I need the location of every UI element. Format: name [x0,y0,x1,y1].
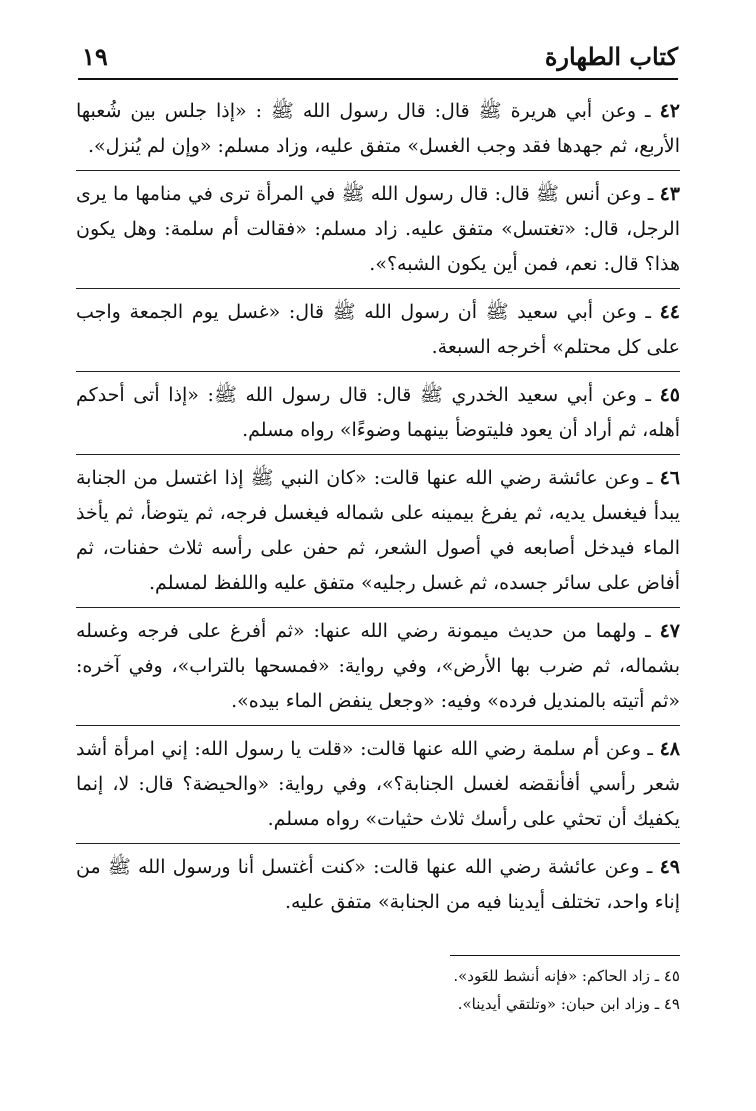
footnote-49: ٤٩ ـ وزاد ابن حبان: «وتلتقي أيدينا». [457,995,680,1013]
hadith-number: ٤٧ [659,620,680,642]
hadith-text: ولهما من حديث ميمونة رضي الله عنها: «ثم أفرغ على فرجه وغسله بشماله، ثم ضرب بها الأرض»، وفي رواية: «فمسحها بالتراب»، وفي آخره: «ثم أتيته بالمنديل فرده» وفيه: «وجعل ينفض الماء بيده». [76,620,680,712]
hadith-number: ٤٤ [659,301,680,323]
page-body [76,88,680,926]
chapter-title: كتاب الطهارة [544,42,678,71]
hadith-text: وعن أم سلمة رضي الله عنها قالت: «قلت يا رسول الله: إني امرأة أشد شعر رأسي أفأنقضه لغسل الجنابة؟»، وفي رواية: «والحيضة؟ قال: لا، إنما يكفيك أن تحثي على رأسك ثلاث حثيات» رواه مسلم. [76,738,680,830]
hadith-text: وعن عائشة رضي الله عنها قالت: «كنت أغتسل أنا ورسول الله ﷺ من إناء واحد، تختلف أيدينا فيه من الجنابة» متفق عليه. [76,856,680,913]
footnote-divider [450,955,680,956]
hadith-43: ٤٣ ـ وعن أنس ﷺ قال: قال رسول الله ﷺ في المرأة ترى في منامها ما يرى الرجل، قال: «تغتسل» متفق عليه. زاد مسلم: «فقالت أم سلمة: وهل يكون هذا؟ قال: نعم، فمن أين يكون الشبه؟». [76,170,680,288]
hadith-text: وعن عائشة رضي الله عنها قالت: «كان النبي ﷺ إذا اغتسل من الجنابة يبدأ فيغسل يديه، ثم يفرغ بيمينه على شماله فيغسل فرجه، ثم يتوضأ، ثم يأخذ الماء فيدخل أصابعه في أصول الشعر، ثم حفن على رأسه ثلاث حفنات، ثم أفاض على سائر جسده، ثم غسل رجليه» متفق عليه واللفظ لمسلم. [76,467,680,594]
hadith-48: ٤٨ ـ وعن أم سلمة رضي الله عنها قالت: «قلت يا رسول الله: إني امرأة أشد شعر رأسي أفأنقضه لغسل الجنابة؟»، وفي رواية: «والحيضة؟ قال: لا، إنما يكفيك أن تحثي على رأسك ثلاث حثيات» رواه مسلم. [76,725,680,843]
hadith-text: وعن أبي هريرة ﷺ قال: قال رسول الله ﷺ : «إذا جلس بين شُعبها الأربع، ثم جهدها فقد وجب الغسل» متفق عليه، وزاد مسلم: «وإن لم يُنزل». [76,100,680,157]
hadith-44: ٤٤ ـ وعن أبي سعيد ﷺ أن رسول الله ﷺ قال: «غسل يوم الجمعة واجب على كل محتلم» أخرجه السبعة. [76,288,680,371]
hadith-number: ٤٨ [659,738,680,760]
page-header [78,36,678,80]
hadith-42: ٤٢ ـ وعن أبي هريرة ﷺ قال: قال رسول الله ﷺ : «إذا جلس بين شُعبها الأربع، ثم جهدها فقد وجب الغسل» متفق عليه، وزاد مسلم: «وإن لم يُنزل». [76,100,680,157]
page-number: ١٩ [82,42,108,71]
hadith-number: ٤٥ [659,384,680,406]
hadith-number: ٤٢ [659,100,680,122]
hadith-47: ٤٧ ـ ولهما من حديث ميمونة رضي الله عنها: «ثم أفرغ على فرجه وغسله بشماله، ثم ضرب بها الأرض»، وفي رواية: «فمسحها بالتراب»، وفي آخره: «ثم أتيته بالمنديل فرده» وفيه: «وجعل ينفض الماء بيده». [76,607,680,725]
hadith-45: ٤٥ ـ وعن أبي سعيد الخدري ﷺ قال: قال رسول الله ﷺ: «إذا أتى أحدكم أهله، ثم أراد أن يعود فليتوضأ بينهما وضوءًا» رواه مسلم. [76,371,680,454]
footnote-number: ٤٩ [663,995,680,1013]
footnote-number: ٤٥ [663,967,680,985]
hadith-46: ٤٦ ـ وعن عائشة رضي الله عنها قالت: «كان النبي ﷺ إذا اغتسل من الجنابة يبدأ فيغسل يديه، ثم يفرغ بيمينه على شماله فيغسل فرجه، ثم يتوضأ، ثم يأخذ الماء فيدخل أصابعه في أصول الشعر، ثم حفن على رأسه ثلاث حفنات، ثم أفاض على سائر جسده، ثم غسل رجليه» متفق عليه واللفظ لمسلم. [76,454,680,607]
footnote-text: وزاد ابن حبان: «وتلتقي أيدينا». [457,995,650,1013]
footnotes [76,962,680,1018]
hadith-number: ٤٣ [659,183,680,205]
footnote-text: زاد الحاكم: «فإنه أنشط للعَود». [453,967,650,985]
hadith-text: وعن أنس ﷺ قال: قال رسول الله ﷺ في المرأة ترى في منامها ما يرى الرجل، قال: «تغتسل» متفق عليه. زاد مسلم: «فقالت أم سلمة: وهل يكون هذا؟ قال: نعم، فمن أين يكون الشبه؟». [76,183,680,275]
hadith-number: ٤٦ [659,467,680,489]
hadith-text: وعن أبي سعيد ﷺ أن رسول الله ﷺ قال: «غسل يوم الجمعة واجب على كل محتلم» أخرجه السبعة. [76,301,680,358]
footnote-45: ٤٥ ـ زاد الحاكم: «فإنه أنشط للعَود». [453,967,680,985]
hadith-49: ٤٩ ـ وعن عائشة رضي الله عنها قالت: «كنت أغتسل أنا ورسول الله ﷺ من إناء واحد، تختلف أيدينا فيه من الجنابة» متفق عليه. [76,843,680,926]
hadith-number: ٤٩ [659,856,680,878]
hadith-text: وعن أبي سعيد الخدري ﷺ قال: قال رسول الله ﷺ: «إذا أتى أحدكم أهله، ثم أراد أن يعود فليتوضأ بينهما وضوءًا» رواه مسلم. [76,384,680,441]
